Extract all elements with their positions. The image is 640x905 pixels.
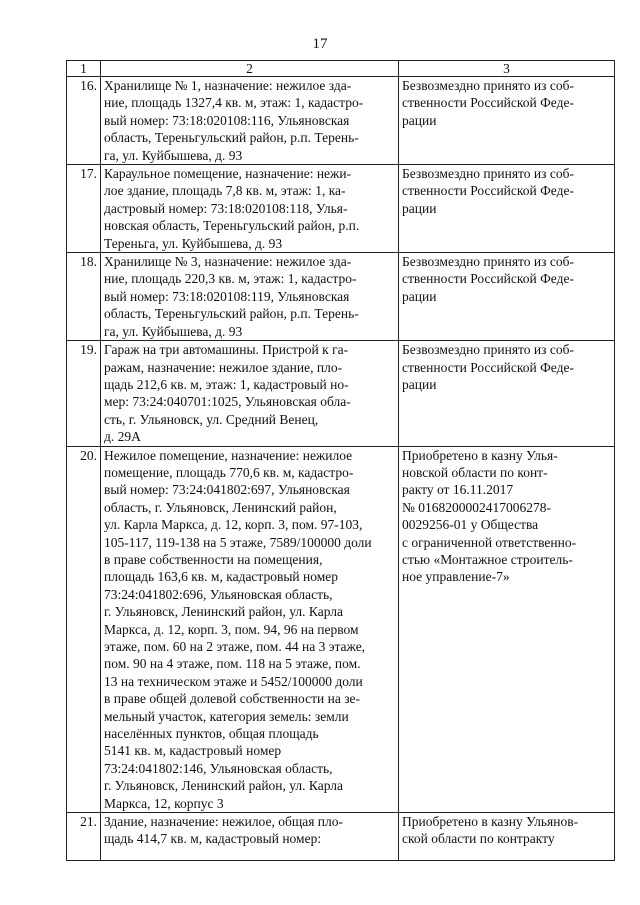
table-row (67, 253, 615, 341)
row-description: Хранилище № 1, назначение: нежилое зда- ние, площадь 1327,4 кв. м, этаж: 1, кадастро- вый номер: 73:18:020108:116, Ульяновская область, Тереньгульский район, р.п. Терень- га, ул. Куйбышева, д. 93 (101, 77, 399, 165)
row-description: Хранилище № 3, назначение: нежилое зда- ние, площадь 220,3 кв. м, этаж: 1, кадастро- вый номер: 73:18:020108:119, Ульяновская область, Тереньгульский район, р.п. Терень- га, ул. Куйбышева, д. 93 (101, 253, 399, 341)
row-number: 19. (67, 341, 101, 446)
column-header-note: 3 (399, 61, 615, 77)
row-description (101, 813, 399, 861)
row-note: Приобретено в казну Улья- новской области по конт- ракту от 16.11.2017 № 0168200002417006278- 0029256-01 у Общества с ограниченной ответственно- стью «Монтажное строитель- ное управление-7» (399, 446, 615, 813)
row-number: 16. (67, 77, 101, 165)
row-description-text: Здание, назначение: нежилое, общая пло- щадь 414,7 кв. м, кадастровый номер: (104, 814, 344, 847)
row-number: 18. (67, 253, 101, 341)
row-number: 17. (67, 165, 101, 253)
row-note-text: Приобретено в казну Ульянов- ской области по контракту (402, 814, 579, 847)
row-number: 20. (67, 446, 101, 813)
column-header-description: 2 (101, 61, 399, 77)
table-row (67, 446, 615, 813)
row-number: 21. (67, 813, 101, 861)
row-description: Гараж на три автомашины. Пристрой к га- ражам, назначение: нежилое здание, пло- щадь 212,6 кв. м, этаж: 1, кадастровый но- мер: 73:24:040701:1025, Ульяновская обла- сть, г. Ульяновск, ул. Средний Венец, д. 29А (101, 341, 399, 446)
table-row (67, 165, 615, 253)
row-note: Безвозмездно принято из соб- ственности Российской Феде- рации (399, 341, 615, 446)
page-number: 17 (312, 36, 328, 52)
column-header-number: 1 (67, 61, 101, 77)
table-row (67, 341, 615, 446)
row-note: Безвозмездно принято из соб- ственности Российской Феде- рации (399, 253, 615, 341)
row-description: Караульное помещение, назначение: нежи- лое здание, площадь 7,8 кв. м, этаж: 1, ка- дастровый номер: 73:18:020108:118, Улья- новская область, Тереньгульский район, р.п. Тереньга, ул. Куйбышева, д. 93 (101, 165, 399, 253)
table-row (67, 77, 615, 165)
row-description: Нежилое помещение, назначение: нежилое помещение, площадь 770,6 кв. м, кадастро- вый номер: 73:24:041802:697, Ульяновская область, г. Ульяновск, Ленинский район, ул. Карла Маркса, д. 12, корп. 3, пом. 97-103, 105-117, 119-138 на 5 этаже, 7589/100000 доли в праве собственности на помещения, площадь 163,6 кв. м, кадастровый номер 73:24:041802:696, Ульяновская область, г. Ульяновск, Ленинский район, ул. Карла Маркса, д. 12, корп. 3, пом. 94, 96 на первом этаже, пом. 60 на 2 этаже, пом. 44 на 3 этаже, пом. 90 на 4 этаже, пом. 118 на 5 этаже, пом. 13 на техническом этаже и 5452/100000 доли в праве общей долевой собственности на зе- мельный участок, категория земель: земли населённых пунктов, общая площадь 5141 кв. м, кадастровый номер 73:24:041802:146, Ульяновская область, г. Ульяновск, Ленинский район, ул. Карла Маркса, 12, корпус 3 (101, 446, 399, 813)
table-row (67, 813, 615, 861)
property-table (66, 60, 615, 861)
row-note: Безвозмездно принято из соб- ственности Российской Феде- рации (399, 77, 615, 165)
row-note (399, 813, 615, 861)
table-header-row (67, 61, 615, 77)
row-note: Безвозмездно принято из соб- ственности Российской Феде- рации (399, 165, 615, 253)
